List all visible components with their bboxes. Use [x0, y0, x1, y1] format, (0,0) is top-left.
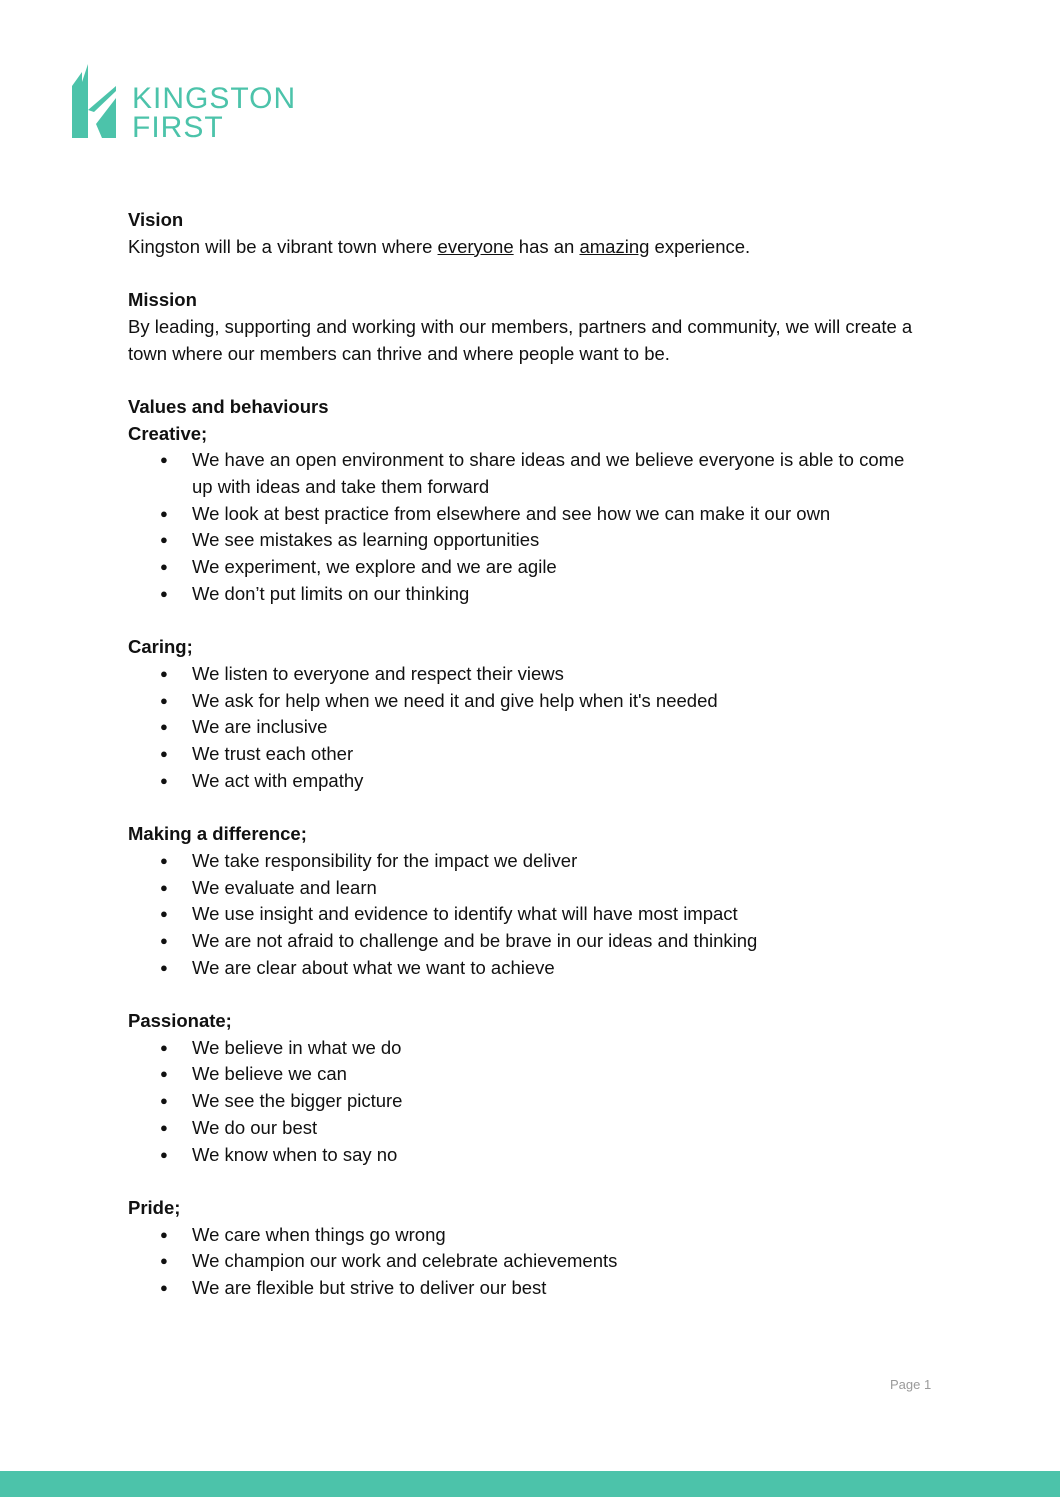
list-item: ● We are clear about what we want to achieve [128, 955, 928, 982]
list-item: ● We are inclusive [128, 714, 928, 741]
creative-list [128, 447, 928, 607]
list-item: ● We have an open environment to share ideas and we believe everyone is able to come up with ideas and take them forward [128, 447, 928, 500]
list-item: ● We see the bigger picture [128, 1088, 928, 1115]
logo-line-1: KINGSTON [132, 82, 297, 115]
kingston-first-logo [72, 62, 312, 142]
page-number: Page 1 [890, 1377, 932, 1392]
list-item: ● We use insight and evidence to identify what will have most impact [128, 901, 928, 928]
list-item: ● We experiment, we explore and we are agile [128, 554, 928, 581]
document-body [128, 207, 928, 1302]
list-item: ● We see mistakes as learning opportunities [128, 527, 928, 554]
list-item: ● We care when things go wrong [128, 1222, 928, 1249]
list-item: ● We are flexible but strive to deliver our best [128, 1275, 928, 1302]
list-item: ● We do our best [128, 1115, 928, 1142]
logo-mark-icon [72, 64, 116, 138]
list-item: ● We take responsibility for the impact we deliver [128, 848, 928, 875]
list-item: ● We believe in what we do [128, 1035, 928, 1062]
caring-list [128, 661, 928, 795]
group-title-making-a-difference: Making a difference; [128, 823, 307, 845]
list-item: ● We don’t put limits on our thinking [128, 581, 928, 608]
passionate-list [128, 1035, 928, 1169]
vision-heading: Vision [128, 209, 184, 230]
list-item: ● We are not afraid to challenge and be brave in our ideas and thinking [128, 928, 928, 955]
list-item: ● We look at best practice from elsewhere and see how we can make it our own [128, 501, 928, 528]
list-item: ● We ask for help when we need it and give help when it's needed [128, 688, 928, 715]
values-heading: Values and behaviours [128, 395, 329, 417]
group-title-passionate: Passionate; [128, 1010, 232, 1032]
list-item: ● We trust each other [128, 741, 928, 768]
group-title-caring: Caring; [128, 636, 193, 658]
list-item: ● We act with empathy [128, 768, 928, 795]
mission-text: By leading, supporting and working with our members, partners and community, we will create a town where our members can thrive and where people want to be. [128, 315, 913, 364]
vision-text: Kingston will be a vibrant town where everyone has an amazing experience. [128, 235, 751, 257]
list-item: ● We listen to everyone and respect their views [128, 661, 928, 688]
making-a-difference-list [128, 848, 928, 982]
pride-list [128, 1222, 928, 1302]
footer-accent-bar [0, 1471, 1060, 1497]
logo-line-2: FIRST [132, 111, 224, 142]
group-title-pride: Pride; [128, 1196, 181, 1218]
list-item: ● We believe we can [128, 1061, 928, 1088]
list-item: ● We know when to say no [128, 1142, 928, 1169]
underlined-everyone: everyone [437, 235, 514, 257]
mission-heading: Mission [128, 289, 197, 311]
list-item: ● We champion our work and celebrate achievements [128, 1248, 928, 1275]
group-title-creative: Creative; [128, 422, 208, 444]
underlined-amazing: amazing [579, 235, 650, 257]
list-item: ● We evaluate and learn [128, 875, 928, 902]
